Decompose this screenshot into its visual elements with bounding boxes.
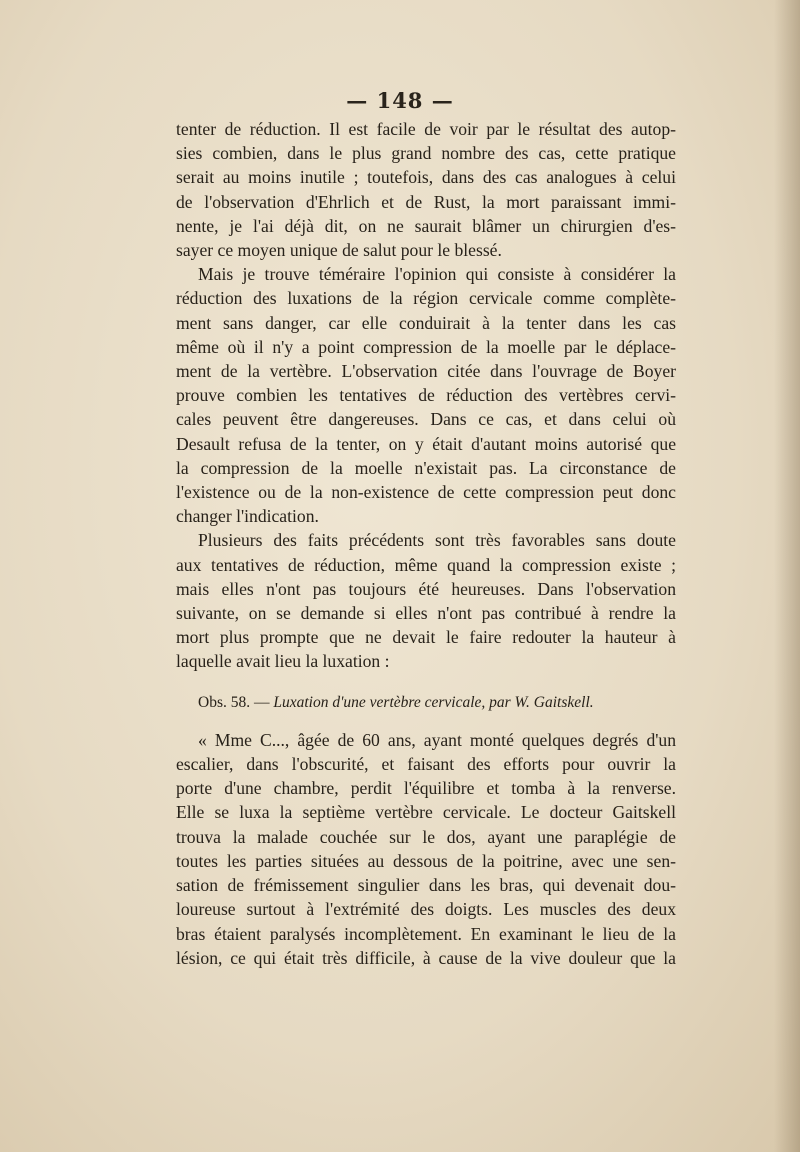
text-line: suivante, on se demande si elles n'ont pas contribué à rendre la xyxy=(176,603,676,624)
text-line: escalier, dans l'obscurité, et faisant des efforts pour ouvrir la xyxy=(176,754,676,775)
text-line: « Mme C..., âgée de 60 ans, ayant monté quelques degrés d'un xyxy=(198,729,676,750)
text-line: de l'observation d'Ehrlich et de Rust, la mort paraissant immi- xyxy=(176,191,676,212)
text-line: même où il n'y a point compression de la moelle par le déplace- xyxy=(176,336,676,357)
text-line: tenter de réduction. Il est facile de voir par le résultat des autop- xyxy=(176,119,676,139)
text-line: mais elles n'ont pas toujours été heureuses. Dans l'observation xyxy=(176,578,676,599)
case-paragraph xyxy=(176,728,676,970)
text-line: cales peuvent être dangereuses. Dans ce cas, et dans celui où xyxy=(176,409,676,430)
text-line: sayer ce moyen unique de salut pour le blessé. xyxy=(176,240,502,261)
text-line: sation de frémissement singulier dans les bras, qui devenait dou- xyxy=(176,875,676,896)
text-line: bras étaient paralysés incomplètement. En examinant le lieu de la xyxy=(176,923,676,944)
text-line: nente, je l'ai déjà dit, on ne saurait blâmer un chirurgien d'es- xyxy=(176,215,676,236)
text-line: changer l'indication. xyxy=(176,506,319,527)
text-line: Plusieurs des faits précédents sont très favorables sans doute xyxy=(198,530,676,551)
text-line: porte d'une chambre, perdit l'équilibre et tomba à la renverse. xyxy=(176,778,676,799)
text-line: ment sans danger, car elle conduirait à la tenter dans les cas xyxy=(176,312,676,333)
observation-title: Luxation d'une vertèbre cervicale, par W. Gaitskell. xyxy=(273,693,594,711)
text-line: Desault refusa de la tenter, on y était d'autant moins autorisé que xyxy=(176,433,676,454)
text-line: prouve combien les tentatives de réduction des vertèbres cervi- xyxy=(176,385,676,406)
paragraph xyxy=(176,117,676,262)
text-line: Mais je trouve téméraire l'opinion qui consiste à considérer la xyxy=(198,264,676,285)
text-line: ment de la vertèbre. L'observation citée dans l'ouvrage de Boyer xyxy=(176,361,676,382)
paragraph xyxy=(176,262,676,528)
observation-label: Obs. 58. — xyxy=(198,693,270,711)
paragraph xyxy=(176,528,676,673)
text-line: l'existence ou de la non-existence de cette compression peut donc xyxy=(176,482,676,503)
page-edge-shadow xyxy=(774,0,800,1152)
text-line: mort plus prompte que ne devait le faire redouter la hauteur à xyxy=(176,627,676,648)
text-line: lésion, ce qui était très difficile, à cause de la vive douleur que la xyxy=(176,947,676,968)
text-line: Elle se luxa la septième vertèbre cervicale. Le docteur Gaitskell xyxy=(176,802,676,823)
page-number: — 148 — xyxy=(346,88,454,113)
text-line: trouva la malade couchée sur le dos, ayant une paraplégie de xyxy=(176,826,676,847)
text-line: aux tentatives de réduction, même quand la compression existe ; xyxy=(176,554,676,575)
text-line: loureuse surtout à l'extrémité des doigts. Les muscles des deux xyxy=(176,899,676,920)
text-line: la compression de la moelle n'existait pas. La circonstance de xyxy=(176,457,676,478)
text-line: réduction des luxations de la région cervicale comme complète- xyxy=(176,288,676,309)
observation-heading xyxy=(176,691,676,715)
body-text xyxy=(176,117,676,970)
text-line: toutes les parties situées au dessous de la poitrine, avec une sen- xyxy=(176,850,676,871)
text-line: laquelle avait lieu la luxation : xyxy=(176,651,390,672)
text-line: serait au moins inutile ; toutefois, dans des cas analogues à celui xyxy=(176,167,676,188)
text-line: sies combien, dans le plus grand nombre des cas, cette pratique xyxy=(176,143,676,164)
